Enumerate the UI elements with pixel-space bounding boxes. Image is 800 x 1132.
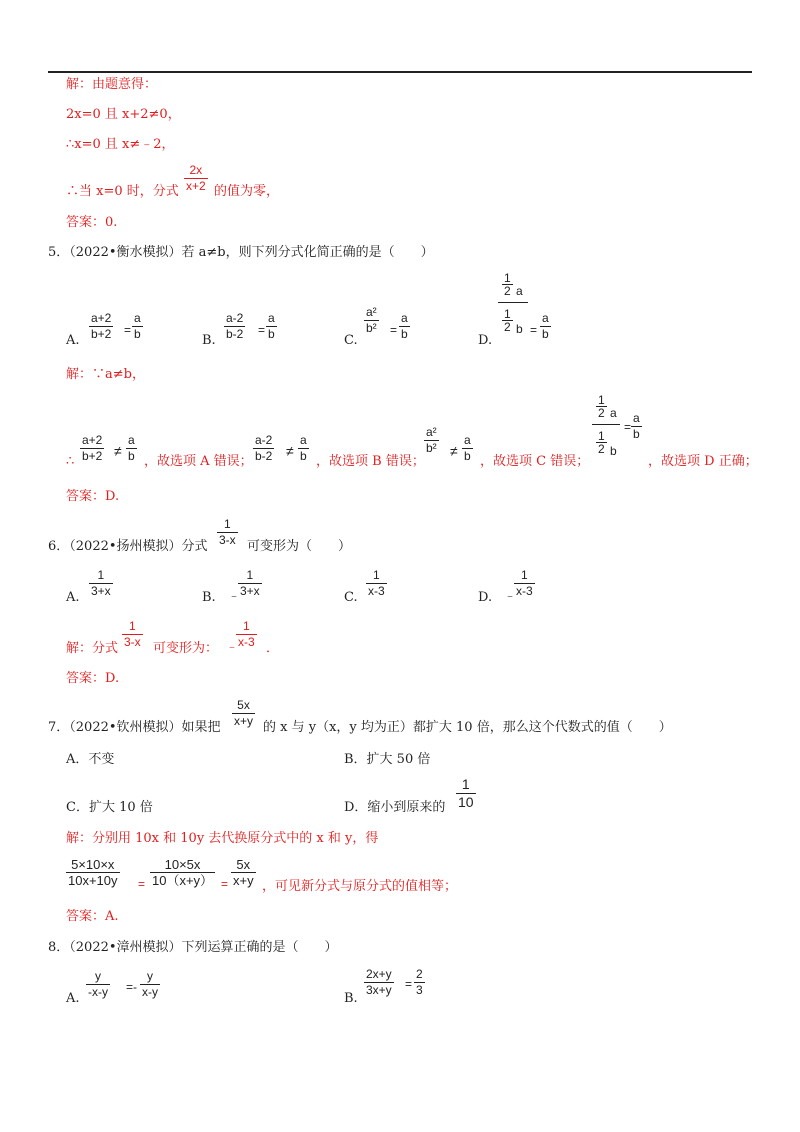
sol4-line4b: 的值为零， <box>214 184 280 199</box>
q6-d-fraction: 1 x-3 <box>516 568 533 598</box>
q8-option-b-label: B. <box>344 991 358 1006</box>
sol4-line1: 解：由题意得： <box>66 77 158 92</box>
q6-b-fraction: 1 3+x <box>240 568 260 598</box>
q5-option-a-label: A. <box>66 333 80 348</box>
q5-sol-a-text: ，故选项 A 错误； <box>144 454 253 469</box>
q6-c-fraction: 1 x-3 <box>368 568 385 598</box>
q6-sol-fraction1: 1 3-x <box>124 619 141 649</box>
q6-option-b-label: B. <box>202 590 216 605</box>
q7-d-fraction: 1 10 <box>458 776 474 810</box>
q5-option-c-label: C. <box>344 333 358 348</box>
q6-sol-b: 可变形为： <box>153 641 219 656</box>
q5-sol-b-left: a-2 b-2 <box>255 433 273 463</box>
q5-b-right: a b <box>268 311 275 341</box>
q5-sol-a-right: a b <box>128 433 135 463</box>
q5-b-left: a-2 b-2 <box>226 311 244 341</box>
q5-sol-b-neq: ≠ <box>286 443 294 459</box>
q7-sol-fraction2: 10×5x 10（x+y） <box>152 857 214 888</box>
q5-sol-c-text: ，故选项 C 错误； <box>480 454 590 469</box>
sol4-line3: ∴x=0 且 x≠﹣2， <box>66 137 175 152</box>
q7-sol-fraction3: 5x x+y <box>233 857 254 888</box>
q7-option-c: C．扩大 10 倍 <box>66 800 153 815</box>
q5-a-eq: = <box>124 323 132 337</box>
q7-option-a: A．不变 <box>66 752 115 767</box>
q6-stem-b: 可变形为（ ） <box>247 539 352 554</box>
q5-sol-a-left: a+2 b+2 <box>82 433 103 463</box>
q6-answer: 答案：D. <box>66 671 120 686</box>
q5-sol-d-eq: = <box>624 420 632 434</box>
q6-sol-sign: ﹣ <box>226 639 239 653</box>
q7-stem-b: 的 x 与 y（x，y 均为正）都扩大 10 倍，那么这个代数式的值（ ） <box>263 720 672 735</box>
q6-b-sign: ﹣ <box>228 588 241 602</box>
q5-c-right: a b <box>401 311 408 341</box>
q5-answer: 答案：D. <box>66 489 120 504</box>
q7-answer: 答案：A. <box>66 909 119 924</box>
q5-sol-d-right: a b <box>633 411 640 441</box>
q5-sol-c-left: a² b² <box>424 420 439 455</box>
q6-sol-a: 解：分式 <box>66 641 119 656</box>
q5-d-right: a b <box>542 311 549 341</box>
q5-sol-c-neq: ≠ <box>450 443 458 459</box>
q5-d-eq: = <box>530 323 538 337</box>
q7-option-d: D．缩小到原来的 <box>344 800 446 815</box>
q5-option-b-label: B. <box>202 333 216 348</box>
q6-stem-a: 6．（2022•扬州模拟）分式 <box>48 539 208 554</box>
q6-option-a-label: A. <box>66 590 80 605</box>
q8-option-a-label: A. <box>66 991 80 1006</box>
q5-c-left: a² b² <box>364 300 379 335</box>
q8-b-eq: = <box>405 977 413 991</box>
q6-option-d-label: D. <box>478 590 493 605</box>
q7-sol-fraction1: 5×10×x 10x+10y <box>68 857 118 888</box>
q8-a-right: y x-y <box>142 969 158 999</box>
q7-solution-line1: 解：分别用 10x 和 10y 去代换原分式中的 x 和 y，得 <box>66 831 379 846</box>
q6-sol-fraction2: 1 x-3 <box>238 619 255 649</box>
q6-option-c-label: C. <box>344 590 358 605</box>
q5-sol-b-right: a b <box>300 433 307 463</box>
q6-d-sign: ﹣ <box>504 588 517 602</box>
q8-stem: 8．（2022•漳州模拟）下列运算正确的是（ ） <box>48 940 338 955</box>
q7-sol-eq2: = <box>221 877 229 891</box>
q8-a-eq: =- <box>126 980 138 994</box>
q8-b-right: 2 3 <box>416 967 423 997</box>
q6-sol-end: ． <box>266 641 280 656</box>
q5-a-right: a b <box>134 311 141 341</box>
q8-b-left: 2x+y 3x+y <box>366 967 392 997</box>
q5-c-eq: = <box>390 323 398 337</box>
sol4-fraction: 2x x+2 <box>186 163 206 193</box>
q5-sol-c-right: a b <box>464 433 471 463</box>
q5-stem: 5．（2022•衡水模拟）若 a≠b，则下列分式化简正确的是（ ） <box>48 245 434 260</box>
q5-sol-a-neq: ≠ <box>114 443 122 459</box>
q7-stem-fraction: 5x x+y <box>234 698 254 728</box>
q8-a-left: y -x-y <box>88 969 108 999</box>
sol4-line2: 2x=0 且 x+2≠0， <box>66 107 181 122</box>
q5-b-eq: = <box>258 323 266 337</box>
q5-sol-b-text: ，故选项 B 错误； <box>316 454 425 469</box>
q6-a-fraction: 1 3+x <box>91 568 111 598</box>
q5-a-left: a+2 b+2 <box>91 311 112 341</box>
header-rule <box>48 71 752 73</box>
q6-stem-fraction: 1 3-x <box>219 517 236 547</box>
sol4-answer: 答案：0. <box>66 215 118 230</box>
q5-option-d-label: D. <box>478 333 493 348</box>
q7-sol-tail: ，可见新分式与原分式的值相等； <box>262 879 458 894</box>
q5-solution-line1: 解：∵a≠b， <box>66 367 145 382</box>
q7-option-b: B．扩大 50 倍 <box>344 752 431 767</box>
q7-stem-a: 7．（2022•钦州模拟）如果把 <box>48 720 221 735</box>
q7-sol-eq1: = <box>138 877 146 891</box>
q5-sol-therefore: ∴ <box>66 454 75 469</box>
q5-sol-d-text: ，故选项 D 正确； <box>648 454 758 469</box>
sol4-line4a: ∴当 x=0 时，分式 <box>66 184 179 199</box>
